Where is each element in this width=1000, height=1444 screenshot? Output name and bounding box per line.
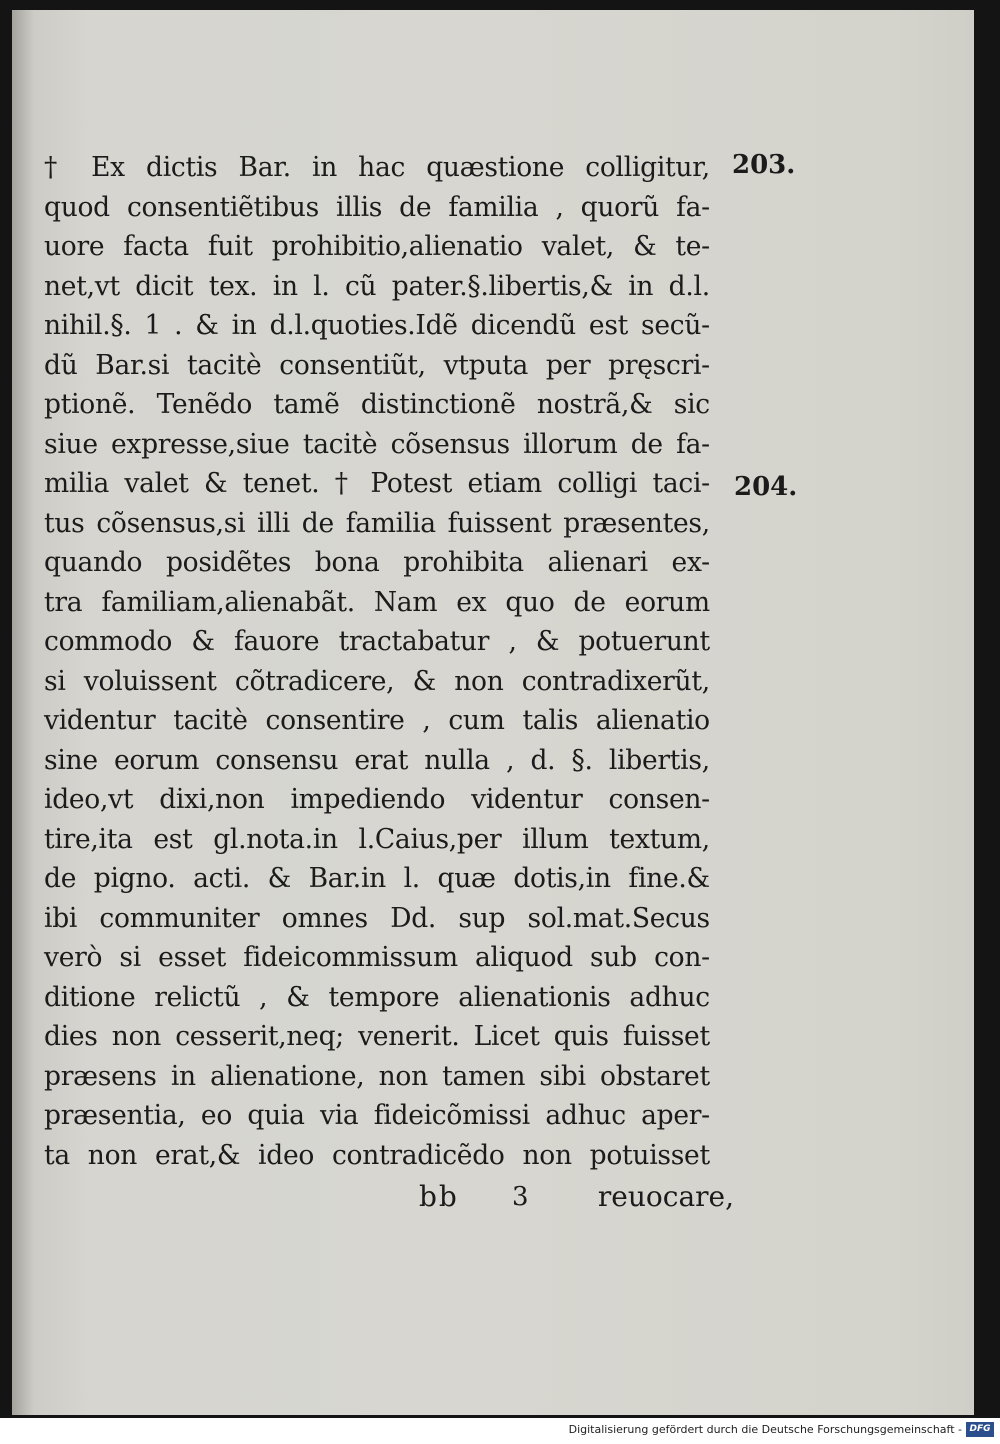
dfg-logo: DFG (966, 1422, 994, 1437)
text-line: verò si esset fideicommissum aliquod sub con- (44, 941, 710, 973)
book-page (12, 10, 974, 1415)
text-line: ptionẽ. Tenẽdo tamẽ distinctionẽ nostrã,& sic (44, 388, 710, 420)
text-line: dũ Bar.si tacitè consentiũt, vtputa per pręscri- (44, 348, 710, 381)
text-line: siue expresse,siue tacitè cõsensus illorum de fa- (44, 427, 710, 460)
main-text-block (44, 148, 734, 1175)
signature-mark: bb (419, 1180, 459, 1213)
text-line: ta non erat,& ideo contradicẽdo non potuisset (44, 1138, 710, 1171)
text-line: ditione relictũ , & tempore alienationis adhuc (44, 980, 710, 1013)
text-line: uore facta fuit prohibitio,alienatio valet, & te- (44, 230, 710, 262)
text-line: sine eorum consensu erat nulla , d. §. libertis, (44, 743, 710, 776)
text-line: si voluissent cõtradicere, & non contradixerũt, (44, 664, 710, 697)
text-line: quod consentiẽtibus illis de familia , quorũ fa- (44, 190, 710, 223)
text-line: videntur tacitè consentire , cum talis alienatio (44, 704, 710, 736)
text-line: † Ex dictis Bar. in hac quæstione colligitur, (44, 151, 710, 183)
funding-notice: Digitalisierung gefördert durch die Deutsche Forschungsgemeinschaft - (568, 1423, 962, 1436)
page-foot (44, 1180, 734, 1220)
margin-note-number: 203. (732, 150, 796, 180)
digitization-footer (0, 1418, 1000, 1444)
catchword: reuocare, (597, 1180, 734, 1213)
text-line: net,vt dicit tex. in l. cũ pater.§.libertis,& in d.l. (44, 269, 710, 302)
text-line: nihil.§. 1 . & in d.l.quoties.Idẽ dicendũ est secũ- (44, 309, 710, 341)
text-line: quando posidẽtes bona prohibita alienari ex- (44, 546, 710, 578)
text-line: tra familiam,alienabãt. Nam ex quo de eorum (44, 585, 710, 618)
page-gutter-shadow (12, 10, 34, 1415)
text-line: milia valet & tenet. † Potest etiam colligi taci- (44, 467, 710, 499)
margin-note-number: 204. (734, 472, 798, 502)
text-line: præsens in alienatione, non tamen sibi obstaret (44, 1059, 710, 1092)
text-line: tus cõsensus,si illi de familia fuissent præsentes, (44, 506, 710, 539)
text-line: præsentia, eo quia via fideicõmissi adhuc aper- (44, 1099, 710, 1131)
text-line: commodo & fauore tractabatur , & potuerunt (44, 625, 710, 657)
text-line: ideo,vt dixi,non impediendo videntur consen- (44, 783, 710, 815)
text-line: de pigno. acti. & Bar.in l. quæ dotis,in fine.& (44, 862, 710, 894)
text-line: ibi communiter omnes Dd. sup sol.mat.Secus (44, 901, 710, 934)
signature-number: 3 (512, 1182, 529, 1212)
text-line: dies non cesserit,neq; venerit. Licet quis fuisset (44, 1020, 710, 1052)
text-line: tire,ita est gl.nota.in l.Caius,per illum textum, (44, 822, 710, 855)
